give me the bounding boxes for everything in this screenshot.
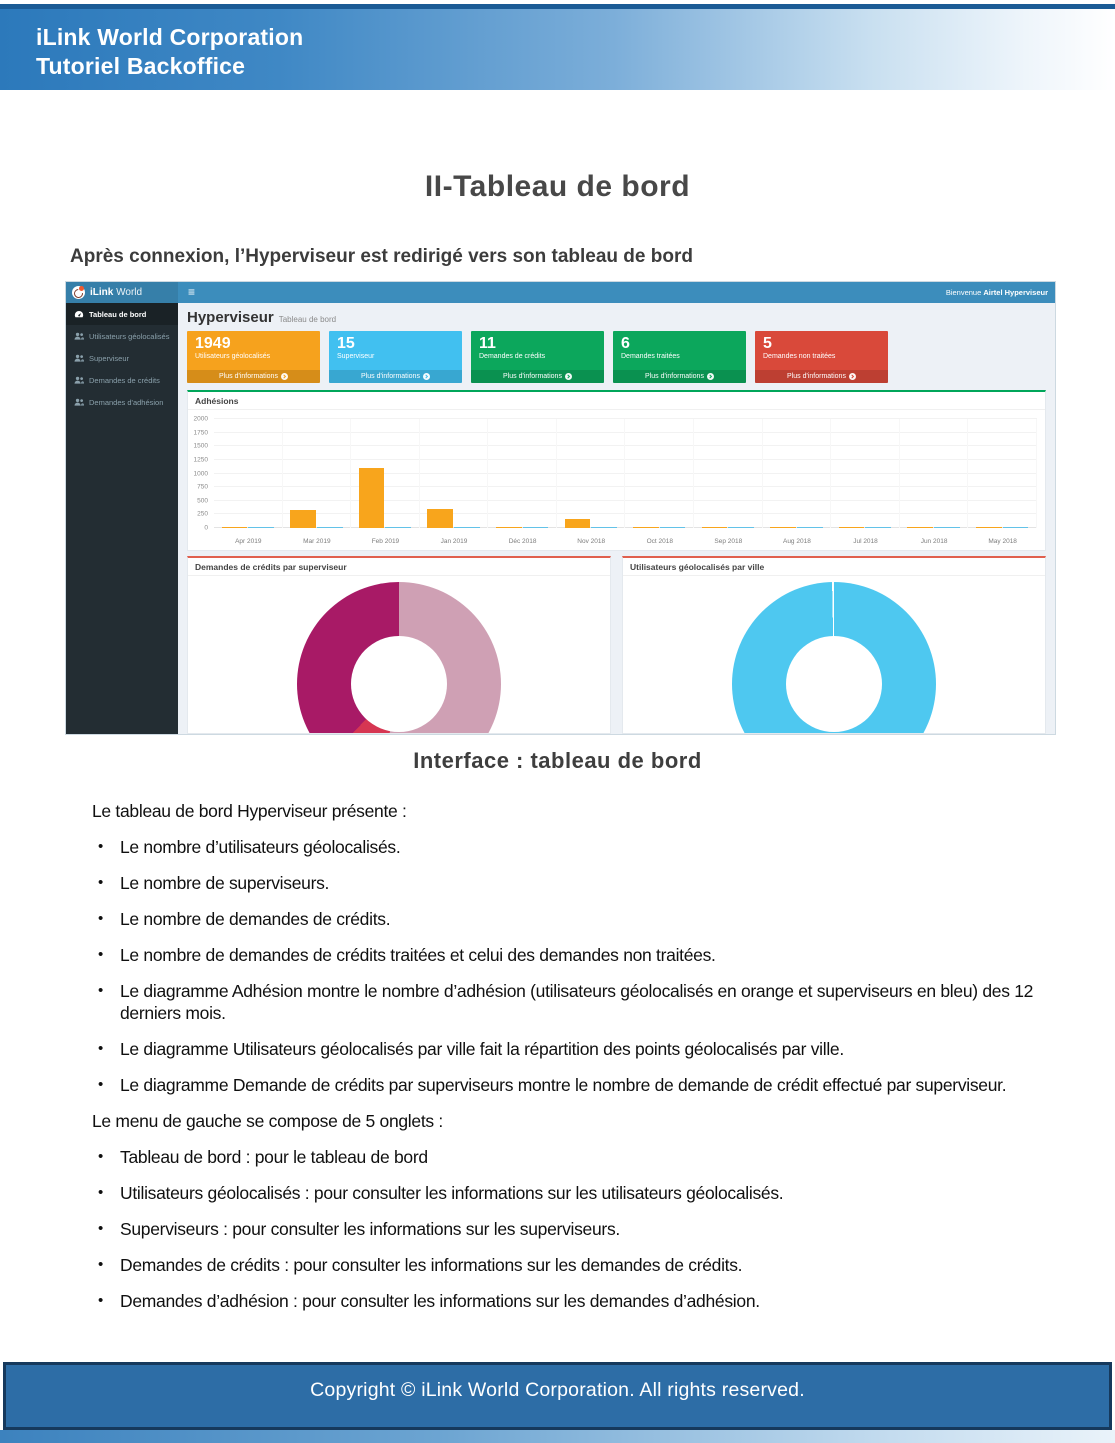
arrow-circle-right-icon [281,373,288,380]
stat-card-utilisateurs-g-olocalis-s [187,331,320,383]
brand-text [90,287,142,298]
bullet-item [92,1146,1057,1168]
adhesions-panel-title: Adhésions [188,392,1045,410]
donut-hole [351,636,447,732]
bar-group-aug-2018 [763,419,832,528]
bullet-text: Utilisateurs géolocalisés : pour consulter les informations sur les utilisateurs géolocalisés. [120,1183,784,1203]
credits-donut-chart [297,582,501,734]
stat-card-more-link[interactable] [187,370,320,383]
bullet-item [92,980,1057,1024]
stat-card-label: Superviseur [337,353,375,360]
dashboard-content [178,303,1055,734]
x-tick-label: Oct 2018 [646,538,673,545]
stat-card-value: 1949 [195,335,231,352]
figure-caption: Interface : tableau de bord [413,748,702,773]
sidebar-item-label: Utilisateurs géolocalisés [89,331,170,341]
banner-company: iLink World Corporation [36,24,304,50]
bullet-dot: • [98,1292,103,1309]
bar [317,527,343,528]
stat-card-label: Demandes non traitées [763,353,836,360]
y-tick-label: 500 [197,497,208,505]
bullet-list-2 [92,1146,1057,1312]
stat-card-demandes-trait-es [613,331,746,383]
x-tick-label: May 2018 [988,538,1017,545]
sidebar-item-label: Demandes d'adhésion [89,397,164,407]
bullet-text: Superviseurs : pour consulter les informations sur les superviseurs. [120,1219,620,1239]
cities-donut-title: Utilisateurs géolocalisés par ville [623,558,1045,576]
sidebar-item-utilisateurs-g-olocalis-s[interactable] [66,325,178,347]
brand[interactable] [66,282,178,303]
users-icon [74,332,84,340]
bullet-dot: • [98,1040,103,1057]
bar-group-d-c-2018 [488,419,557,528]
stat-card-demandes-non-trait-es [755,331,888,383]
sidebar-item-tableau-de-bord[interactable] [66,303,178,325]
sidebar [66,303,178,734]
bullet-dot: • [98,1148,103,1165]
x-axis-labels [214,538,1037,545]
bullet-dot: • [98,838,103,855]
bullet-dot: • [98,910,103,927]
bar [359,468,385,528]
bar [248,527,274,528]
x-tick-label: Apr 2019 [235,538,262,545]
bullet-dot: • [98,982,103,999]
bar-group-oct-2018 [625,419,694,528]
bar [1003,527,1029,528]
bar-group-may-2018 [968,419,1037,528]
stat-card-more-link[interactable] [755,370,888,383]
y-tick-label: 1500 [193,442,208,450]
body-intro-2: Le menu de gauche se compose de 5 onglets : [92,1111,443,1131]
bar [565,519,591,528]
dashboard-navbar [66,282,1055,303]
brand-bold: iLink [90,287,114,298]
stat-card-more-link[interactable] [613,370,746,383]
arrow-circle-right-icon [423,373,430,380]
bar-group-nov-2018 [557,419,626,528]
adhesions-panel [187,390,1046,551]
bullet-dot: • [98,1076,103,1093]
x-tick-label: Aug 2018 [782,538,811,545]
footer-gradient-strip [0,1430,1115,1443]
footer [3,1362,1112,1430]
x-tick-label: Jul 2018 [853,538,878,545]
dashboard-screenshot [65,281,1056,735]
body-intro-1: Le tableau de bord Hyperviseur présente : [92,801,407,821]
bar-group-jul-2018 [831,419,900,528]
footer-copyright: Copyright © iLink World Corporation. All rights reserved. [310,1379,805,1401]
x-tick-label: Mar 2019 [303,538,331,545]
bar-plot-area [214,419,1037,528]
cities-donut-panel [622,556,1046,734]
bullet-item [92,1182,1057,1204]
stat-card-more-link[interactable] [329,370,462,383]
page-title: II-Tableau de bord [424,170,691,203]
credits-donut-panel [187,556,611,734]
stat-card-label: Demandes de crédits [479,353,546,360]
bar [865,527,891,528]
bullet-dot: • [98,1184,103,1201]
bar [907,527,933,528]
bar-group-feb-2019 [351,419,420,528]
bar [934,527,960,528]
content-title: Hyperviseur [187,309,274,326]
bar [770,527,796,528]
header-banner [0,4,1115,90]
credits-donut-title: Demandes de crédits par superviseur [188,558,610,576]
bar [976,527,1002,528]
sidebar-item-label: Demandes de crédits [89,375,160,385]
adhesions-chart [188,409,1045,550]
stat-card-value: 15 [337,335,355,352]
y-tick-label: 750 [197,483,208,491]
sidebar-item-label: Superviseur [89,353,130,363]
content-subtitle: Tableau de bord [278,315,337,324]
bullet-item [92,908,1057,930]
users-icon [74,398,84,406]
cities-donut-chart [732,582,936,734]
stat-card-value: 6 [621,335,630,352]
hamburger-icon[interactable]: ≡ [188,285,196,299]
stat-card-value: 11 [479,335,496,352]
bar [427,509,453,528]
bullet-text: Le nombre d’utilisateurs géolocalisés. [120,837,401,857]
y-tick-label: 250 [197,510,208,518]
bar [728,527,754,528]
bullet-text: Demandes d’adhésion : pour consulter les informations sur les demandes d’adhésion. [120,1291,760,1311]
bar-group-jun-2018 [900,419,969,528]
bar [222,527,248,528]
ilink-logo-icon [72,286,85,299]
x-tick-label: Déc 2018 [508,538,537,545]
stat-card-value: 5 [763,335,772,352]
bar [633,527,659,528]
x-tick-label: Jan 2019 [440,538,468,545]
welcome-text [946,288,1048,297]
bullet-item [92,944,1057,966]
bullet-text: Le diagramme Utilisateurs géolocalisés par ville fait la répartition des points géolocalisés par ville. [120,1039,844,1059]
more-link-label: Plus d'informations [503,373,562,380]
bar-group-mar-2019 [283,419,352,528]
y-axis-labels [188,415,210,532]
y-tick-label: 1000 [193,470,208,477]
more-link-label: Plus d'informations [645,373,704,380]
bar [290,510,316,528]
bar-group-apr-2019 [214,419,283,528]
x-tick-label: Feb 2019 [371,538,400,545]
arrow-circle-right-icon [707,373,714,380]
bar-group-sep-2018 [694,419,763,528]
arrow-circle-right-icon [565,373,572,380]
welcome-user: Airtel Hyperviseur [983,288,1048,297]
bar [523,527,549,528]
sidebar-item-label: Tableau de bord [89,309,147,319]
y-tick-label: 0 [204,524,208,532]
dashboard-icon [74,310,84,318]
bar-group-jan-2019 [420,419,489,528]
bar [591,527,617,528]
y-tick-label: 1750 [193,429,208,437]
arrow-circle-right-icon [849,373,856,380]
sidebar-item-demandes-d-adh-sion[interactable] [66,391,178,413]
bar [454,527,480,528]
stat-card-label: Demandes traitées [621,353,680,360]
x-tick-label: Sep 2018 [714,538,743,545]
more-link-label: Plus d'informations [787,373,846,380]
bullet-dot: • [98,1220,103,1237]
sidebar-item-superviseur[interactable] [66,347,178,369]
bar [839,527,865,528]
welcome-prefix: Bienvenue [945,288,982,297]
bullet-text: Le nombre de demandes de crédits. [120,909,391,929]
bullet-item [92,1290,1057,1312]
bullet-text: Tableau de bord : pour le tableau de bord [120,1147,428,1167]
bar [797,527,823,528]
body-text [92,800,1057,1326]
bullet-dot: • [98,1256,103,1273]
bullet-item [92,1074,1057,1096]
brand-light: World [116,287,143,298]
bar [660,527,686,528]
bullet-list-1 [92,836,1057,1096]
page-subtitle: Après connexion, l’Hyperviseur est redirigé vers son tableau de bord [70,246,693,267]
x-tick-label: Nov 2018 [577,538,606,545]
content-header [187,309,336,327]
stat-card-more-link[interactable] [471,370,604,383]
donut-hole [786,636,882,732]
stat-card-superviseur [329,331,462,383]
bar [385,527,411,528]
bar [496,527,522,528]
bullet-dot: • [98,946,103,963]
bar [702,527,728,528]
y-tick-label: 2000 [193,415,208,423]
sidebar-item-demandes-de-cr-dits[interactable] [66,369,178,391]
more-link-label: Plus d'informations [361,373,420,380]
bullet-text: Le nombre de demandes de crédits traitées et celui des demandes non traitées. [120,945,716,965]
bullet-text: Le diagramme Demande de crédits par superviseurs montre le nombre de demande de crédit effectué par superviseur. [120,1075,1007,1095]
y-tick-label: 1250 [193,456,208,464]
bullet-item [92,872,1057,894]
users-icon [74,376,84,384]
bullet-item [92,1038,1057,1060]
more-link-label: Plus d'informations [219,373,278,380]
bullet-dot: • [98,874,103,891]
x-tick-label: Jun 2018 [920,538,948,545]
stat-card-label: Utilisateurs géolocalisés [195,353,271,360]
bullet-item [92,836,1057,858]
bullet-item [92,1254,1057,1276]
bullet-text: Demandes de crédits : pour consulter les informations sur les demandes de crédits. [120,1255,743,1275]
banner-subtitle: Tutoriel Backoffice [36,53,246,79]
bullet-item [92,1218,1057,1240]
bullet-text: Le nombre de superviseurs. [120,873,330,893]
stat-cards-row [187,331,888,383]
users-icon [74,354,84,362]
bullet-text: Le diagramme Adhésion montre le nombre d’adhésion (utilisateurs géolocalisés en orange et superviseurs en bleu) des 12 derniers mois. [120,981,1034,1023]
stat-card-demandes-de-cr-dits [471,331,604,383]
